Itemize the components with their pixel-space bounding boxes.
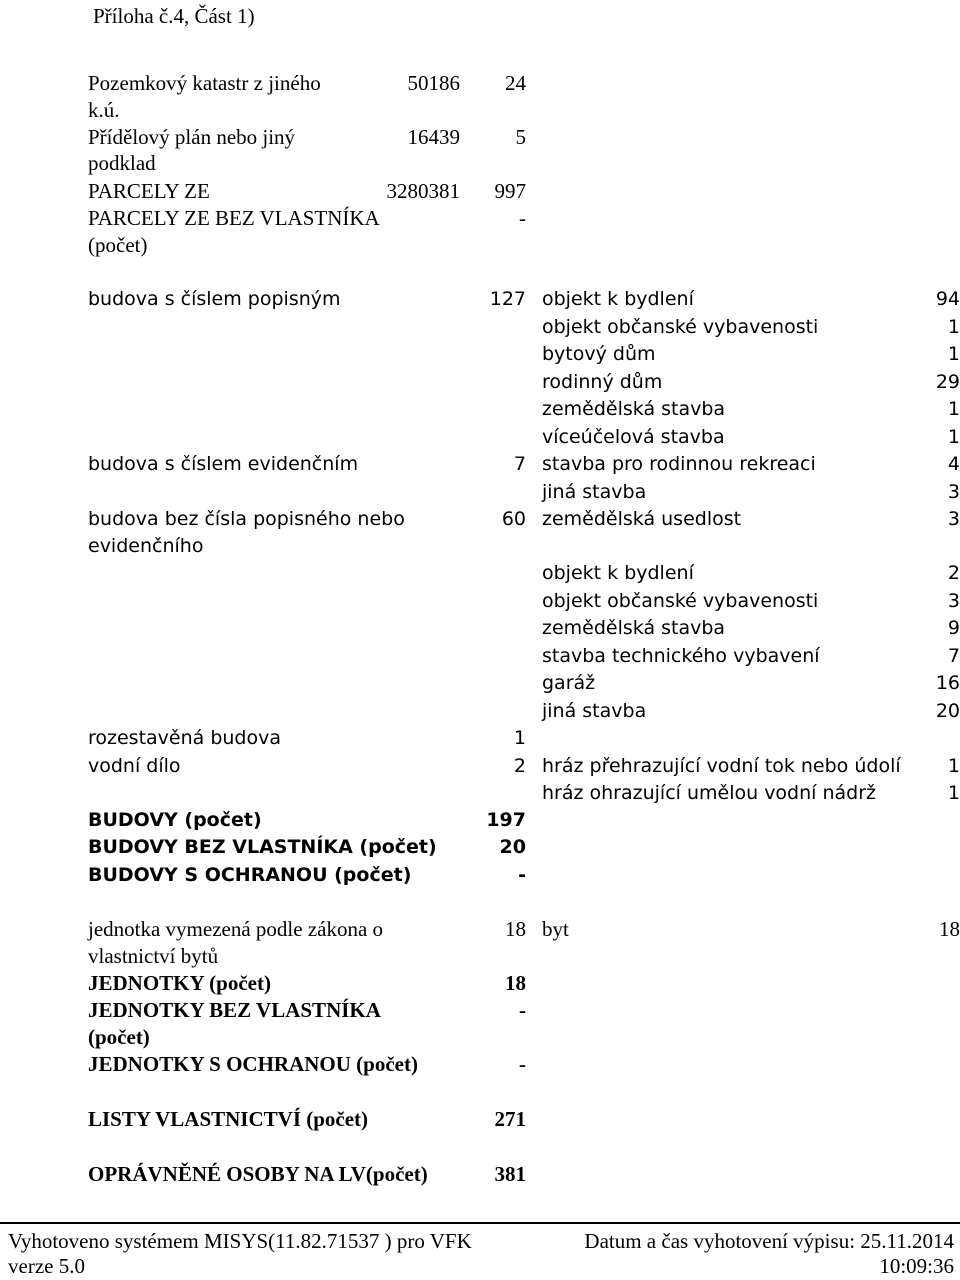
type-count: 20 [935, 700, 960, 722]
plan-value-2: 5 [515, 125, 526, 149]
plan-label-line1: Přídělový plán nebo jiný [88, 125, 296, 149]
type-name: objekt k bydlení [542, 288, 694, 310]
type-name: hráz přehrazující vodní tok nebo údolí [542, 755, 901, 777]
budovy-s-ochranou-count: - [518, 864, 526, 886]
type-count: 1 [947, 426, 960, 448]
type-name: zemědělská usedlost [542, 508, 742, 530]
opravnene-osoby-count: 381 [494, 1162, 526, 1186]
type-name: víceúčelová stavba [542, 426, 725, 448]
type-count: 1 [947, 782, 960, 804]
type-count: 1 [947, 398, 960, 420]
footer-date-line1: Datum a čas vyhotovení výpisu: 25.11.2014 [584, 1229, 954, 1253]
type-count: 94 [935, 288, 960, 310]
byt-label: byt [542, 917, 569, 941]
jednotky-s-ochranou-label: JEDNOTKY S OCHRANOU (počet) [88, 1052, 418, 1076]
type-count: 1 [947, 755, 960, 777]
type-name: bytový dům [542, 343, 656, 365]
vodni-dilo-count: 2 [513, 755, 526, 777]
jednotky-bez-vlastnika-count: - [519, 998, 526, 1022]
parcely-label: PARCELY ZE [88, 179, 210, 203]
jednotky-bez-vlastnika-label-line1: JEDNOTKY BEZ VLASTNÍKA [88, 998, 381, 1022]
budova-evidencnim-label: budova s číslem evidenčním [88, 453, 359, 475]
budovy-bez-vlastnika-count: 20 [499, 836, 526, 858]
parcely-bez-value: - [519, 206, 526, 230]
budova-bez-cisla-label-line1: budova bez čísla popisného nebo [88, 508, 405, 530]
listy-vlastnictvi-label: LISTY VLASTNICTVÍ (počet) [88, 1107, 369, 1131]
listy-vlastnictvi-count: 271 [494, 1107, 526, 1131]
footer-system-line2: verze 5.0 [8, 1254, 85, 1278]
type-count: 29 [935, 371, 960, 393]
katastr-value-2: 24 [505, 71, 526, 95]
type-name: hráz ohrazující umělou vodní nádrž [542, 782, 877, 804]
parcely-bez-label-line2: (počet) [88, 233, 148, 257]
type-name: zemědělská stavba [542, 398, 726, 420]
jednotky-bez-vlastnika-label-line2: (počet) [88, 1025, 150, 1049]
jednotky-s-ochranou-count: - [519, 1052, 526, 1076]
budova-bez-cisla-label-line2: evidenčního [88, 535, 204, 557]
katastr-value-1: 50186 [407, 71, 460, 95]
type-count: 1 [947, 316, 960, 338]
type-count: 3 [947, 590, 960, 612]
type-count: 2 [947, 562, 960, 584]
budova-popisnym-label: budova s číslem popisným [88, 288, 341, 310]
budova-bez-cisla-count: 60 [501, 508, 526, 530]
type-count: 4 [947, 453, 960, 475]
jednotka-count: 18 [505, 917, 526, 941]
budova-evidencnim-count: 7 [513, 453, 526, 475]
jednotky-total-label: JEDNOTKY (počet) [88, 971, 271, 995]
type-name: jiná stavba [542, 700, 647, 722]
type-name: objekt občanské vybavenosti [542, 590, 819, 612]
type-count: 7 [947, 645, 960, 667]
jednotky-total-count: 18 [505, 971, 526, 995]
katastr-label-line2: k.ú. [88, 98, 120, 122]
opravnene-osoby-label: OPRÁVNĚNÉ OSOBY NA LV(počet) [88, 1162, 428, 1186]
jednotka-label-line1: jednotka vymezená podle zákona o [88, 917, 384, 941]
byt-count: 18 [939, 917, 960, 941]
budovy-total-count: 197 [486, 809, 526, 831]
type-count: 3 [947, 481, 960, 503]
budovy-s-ochranou-label: BUDOVY S OCHRANOU (počet) [88, 864, 412, 886]
type-name: objekt občanské vybavenosti [542, 316, 819, 338]
type-name: stavba pro rodinnou rekreaci [542, 453, 816, 475]
page-title: Příloha č.4, Část 1) [93, 4, 255, 28]
type-name: objekt k bydlení [542, 562, 694, 584]
type-count: 1 [947, 343, 960, 365]
footer-system-line1: Vyhotoveno systémem MISYS(11.82.71537 ) pro VFK [8, 1229, 472, 1253]
katastr-label-line1: Pozemkový katastr z jiného [88, 71, 321, 95]
rozestavena-budova-label: rozestavěná budova [88, 727, 282, 749]
parcely-value-2: 997 [494, 179, 526, 203]
type-name: zemědělská stavba [542, 617, 726, 639]
footer-date-line2: 10:09:36 [879, 1254, 954, 1278]
rozestavena-budova-count: 1 [513, 727, 526, 749]
jednotka-label-line2: vlastnictví bytů [88, 944, 219, 968]
plan-value-1: 16439 [407, 125, 460, 149]
parcely-value-1: 3280381 [386, 179, 460, 203]
budovy-total-label: BUDOVY (počet) [88, 809, 262, 831]
type-name: stavba technického vybavení [542, 645, 820, 667]
type-name: jiná stavba [542, 481, 647, 503]
type-count: 3 [947, 508, 960, 530]
parcely-bez-label-line1: PARCELY ZE BEZ VLASTNÍKA [88, 206, 380, 230]
footer-divider [0, 1222, 960, 1224]
vodni-dilo-label: vodní dílo [88, 755, 181, 777]
type-name: rodinný dům [542, 371, 663, 393]
budova-popisnym-count: 127 [489, 288, 526, 310]
type-count: 9 [947, 617, 960, 639]
plan-label-line2: podklad [88, 151, 156, 175]
type-name: garáž [542, 672, 596, 694]
budovy-bez-vlastnika-label: BUDOVY BEZ VLASTNÍKA (počet) [88, 836, 437, 858]
type-count: 16 [935, 672, 960, 694]
